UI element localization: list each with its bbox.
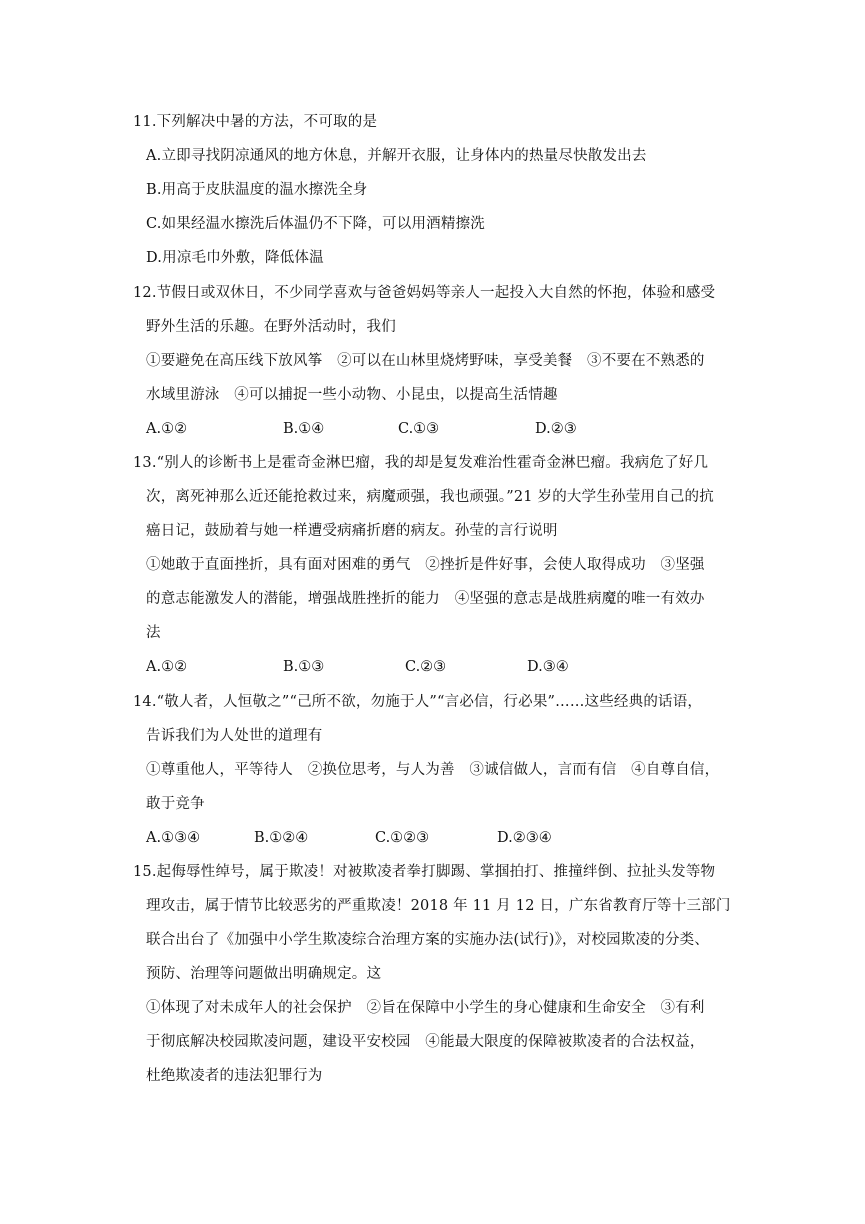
option-a: A.①② [146, 659, 188, 675]
choice-c: C.如果经温水擦洗后体温仍不下降，可以用酒精擦洗 [146, 216, 485, 232]
statement-line: ①她敢于直面挫折，具有面对困难的勇气 ②挫折是件好事，会使人取得成功 ③坚强 [146, 557, 705, 573]
option-d: D.②③④ [497, 830, 552, 846]
statement-line: 的意志能激发人的潜能，增强战胜挫折的能力 ④坚强的意志是战胜病魔的唯一有效办 [146, 591, 705, 607]
option-b: B.①②④ [254, 830, 309, 846]
choice-d: D.用凉毛巾外敷，降低体温 [146, 250, 324, 266]
statement-line: 法 [146, 625, 161, 641]
question-stem: 告诉我们为人处世的道理有 [146, 728, 323, 744]
option-b: B.①③ [283, 659, 325, 675]
statement-line: ①尊重他人，平等待人 ②换位思考，与人为善 ③诚信做人，言而有信 ④自尊自信， [146, 762, 720, 778]
question-stem: 联合出台了《加强中小学生欺凌综合治理方案的实施办法(试行)》，对校园欺凌的分类、 [146, 932, 710, 948]
option-c: C.①②③ [375, 830, 430, 846]
choice-a: A.立即寻找阴凉通风的地方休息，并解开衣服，让身体内的热量尽快散发出去 [146, 148, 647, 164]
question-stem: 预防、治理等问题做出明确规定。这 [146, 966, 382, 982]
statement-line: ①体现了对未成年人的社会保护 ②旨在保障中小学生的身心健康和生命安全 ③有利 [146, 1000, 705, 1016]
option-a: A.①② [146, 421, 188, 437]
option-b: B.①④ [283, 421, 325, 437]
statement-line: 于彻底解决校园欺凌问题，建设平安校园 ④能最大限度的保障被欺凌者的合法权益， [146, 1034, 705, 1050]
statement-line: 杜绝欺凌者的违法犯罪行为 [146, 1068, 323, 1084]
option-a: A.①③④ [146, 830, 201, 846]
statement-line: ①要避免在高压线下放风筝 ②可以在山林里烧烤野味，享受美餐 ③不要在不熟悉的 [146, 353, 705, 369]
option-c: C.②③ [405, 659, 447, 675]
option-d: D.②③ [535, 421, 577, 437]
choice-b: B.用高于皮肤温度的温水擦洗全身 [146, 182, 368, 198]
question-stem: 15.起侮辱性绰号，属于欺凌！对被欺凌者拳打脚踢、掌掴拍打、推撞绊倒、拉扯头发等物 [133, 864, 716, 880]
statement-line: 水域里游泳 ④可以捕捉一些小动物、小昆虫，以提高生活情趣 [146, 387, 558, 403]
question-stem: 理攻击，属于情节比较恶劣的严重欺凌！2018 年 11 月 12 日，广东省教育厅等十三部门 [146, 898, 731, 914]
option-c: C.①③ [398, 421, 440, 437]
question-stem: 13.“别人的诊断书上是霍奇金淋巴瘤，我的却是复发难治性霍奇金淋巴瘤。我病危了好几 [133, 455, 709, 471]
question-stem: 12.节假日或双休日，不少同学喜欢与爸爸妈妈等亲人一起投入大自然的怀抱，体验和感受 [133, 285, 716, 301]
question-stem: 14.“敬人者，人恒敬之”“己所不欲，勿施于人”“言必信，行必果”……这些经典的话语， [133, 694, 703, 710]
question-stem: 次，离死神那么近还能抢救过来，病魔顽强，我也顽强。”21 岁的大学生孙莹用自己的抗 [146, 489, 714, 505]
option-d: D.③④ [527, 659, 569, 675]
statement-line: 敢于竞争 [146, 796, 205, 812]
question-stem: 11.下列解决中暑的方法，不可取的是 [133, 114, 378, 130]
question-stem: 癌日记，鼓励着与她一样遭受病痛折磨的病友。孙莹的言行说明 [146, 523, 558, 539]
question-stem: 野外生活的乐趣。在野外活动时，我们 [146, 319, 396, 335]
